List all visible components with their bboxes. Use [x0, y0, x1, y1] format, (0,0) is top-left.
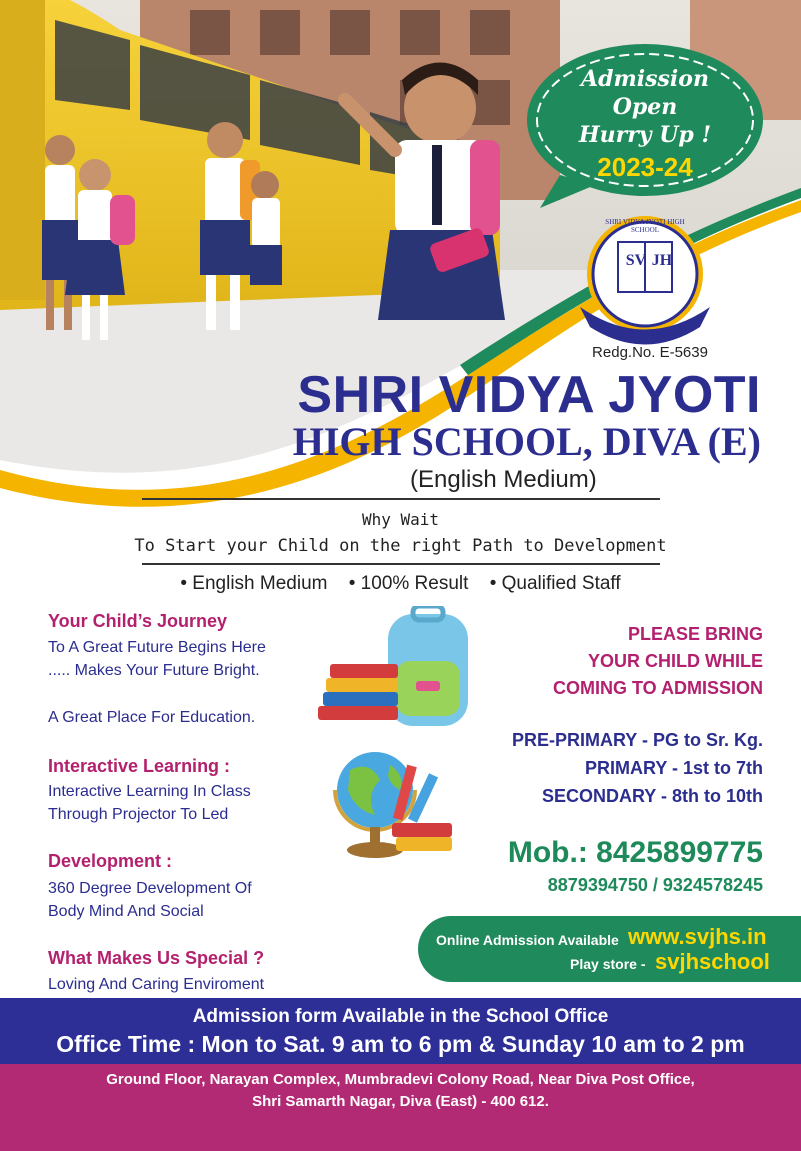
bullet-result: • 100% Result	[348, 573, 469, 594]
bubble-line-2: Open	[612, 94, 678, 120]
journey-line-2: ..... Makes Your Future Bright.	[48, 662, 260, 679]
bring-line-1: PLEASE BRING	[627, 624, 763, 644]
online-admission-label: Online Admission Available	[436, 932, 619, 948]
great-place: A Great Place For Education.	[48, 709, 256, 726]
secondary: SECONDARY - 8th to 10th	[541, 786, 763, 806]
interactive-line-1: Interactive Learning In Class	[48, 783, 251, 800]
development-line-1: 360 Degree Development Of	[48, 880, 252, 897]
school-name-line2: HIGH SCHOOL, DIVA (E)	[292, 419, 761, 464]
logo-banner: DIVA(E)	[630, 312, 660, 321]
tagline: To Start your Child on the right Path to Development	[134, 536, 667, 556]
primary: PRIMARY - 1st to 7th	[584, 758, 763, 778]
divider-bottom	[142, 563, 660, 565]
special-heading: What Makes Us Special ?	[48, 948, 265, 968]
logo-arc-text: SHRI VIDYA JYOTI HIGH SCHOOL	[605, 218, 685, 234]
globe-crayons-icon	[330, 745, 460, 865]
development-line-2: Body Mind And Social	[48, 903, 204, 920]
bring-line-2: YOUR CHILD WHILE	[588, 651, 763, 671]
online-admission-panel	[418, 916, 801, 982]
play-store-label: Play store -	[570, 956, 646, 972]
website-link[interactable]: www.svjhs.in	[628, 924, 767, 949]
address-line-1: Ground Floor, Narayan Complex, Mumbradevi Colony Road, Near Diva Post Office,	[106, 1071, 695, 1088]
pre-primary: PRE-PRIMARY - PG to Sr. Kg.	[511, 730, 763, 750]
mobile-number: Mob.: 8425899775	[507, 836, 763, 869]
form-availability: Admission form Available in the School Office	[192, 1006, 609, 1027]
bullet-english: • English Medium	[180, 573, 328, 594]
bubble-year: 2023-24	[597, 152, 693, 182]
logo-initials-right: JH	[651, 252, 673, 269]
interactive-line-2: Through Projector To Led	[48, 806, 229, 823]
bring-line-3: COMING TO ADMISSION	[552, 678, 763, 698]
logo-initials-left: SV	[625, 252, 647, 269]
interactive-heading: Interactive Learning :	[48, 756, 231, 776]
play-store-app[interactable]: svjhschool	[655, 949, 770, 974]
journey-line-1: To A Great Future Begins Here	[48, 639, 266, 656]
why-wait: Why Wait	[361, 510, 440, 529]
address-line-2: Shri Samarth Nagar, Diva (East) - 400 612.	[252, 1093, 549, 1110]
divider-top	[142, 498, 660, 500]
school-name-line1: SHRI VIDYA JYOTI	[297, 366, 761, 424]
registration-number: Redg.No. E-5639	[592, 344, 708, 361]
bullet-staff: • Qualified Staff	[489, 573, 621, 594]
bubble-line-3: Hurry Up !	[578, 122, 712, 148]
bubble-line-1: Admission	[581, 66, 709, 92]
office-time: Office Time : Mon to Sat. 9 am to 6 pm & Sunday 10 am to 2 pm	[56, 1031, 745, 1057]
school-bag-books-icon	[318, 606, 478, 736]
medium-label: (English Medium)	[410, 466, 597, 493]
development-heading: Development :	[48, 851, 173, 871]
special-line-1: Loving And Caring Enviroment	[48, 976, 265, 993]
alt-numbers: 8879394750 / 9324578245	[547, 875, 763, 895]
feature-bullets	[0, 573, 801, 595]
journey-heading: Your Child’s Journey	[48, 611, 228, 631]
